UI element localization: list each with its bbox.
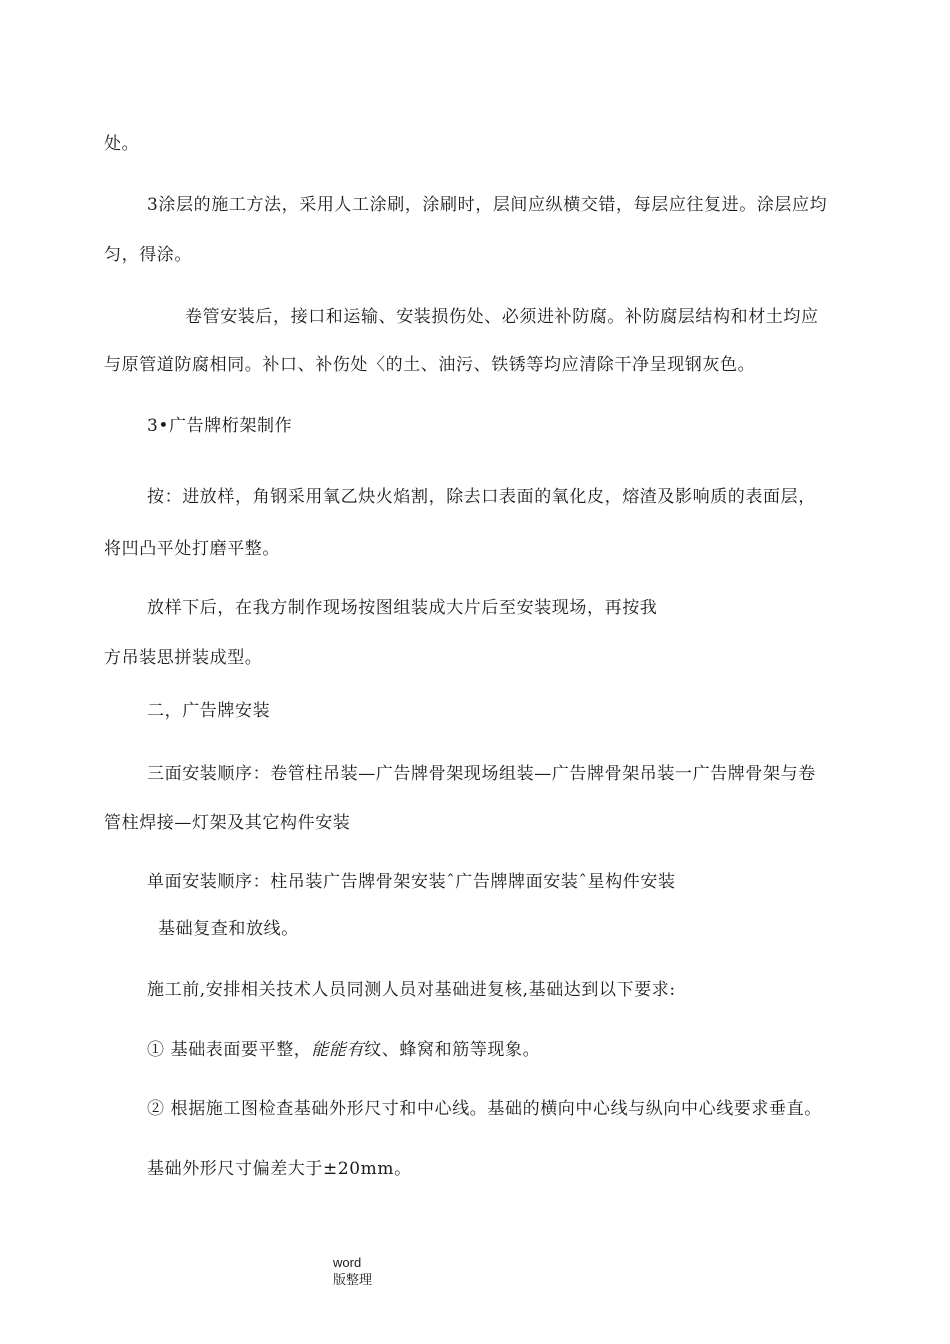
paragraph-line: 放样下后，在我方制作现场按图组装成大片后至安装现场，再按我 — [147, 598, 658, 618]
list-item-italic-text: 能能有 — [311, 1040, 365, 1060]
paragraph-line: 施工前,安排相关技术人员同测人员对基础进复核,基础达到以下要求: — [147, 980, 676, 1000]
section-heading: 二，广告牌安装 — [147, 701, 271, 721]
paragraph-line: 3涂层的施工方法，采用人工涂刷，涂刷时，层间应纵横交错，每层应往复进。涂层应均 — [147, 195, 828, 215]
paragraph-line: 管柱焊接—灯架及其它构件安装 — [104, 813, 351, 833]
list-item — [147, 1039, 540, 1061]
paragraph-line: 三面安装顺序：卷管柱吊装—广告牌骨架现场组装—广告牌骨架吊装一广告牌骨架与卷 — [147, 764, 816, 784]
list-item-text: 纹、蜂窝和筋等现象。 — [364, 1040, 541, 1060]
paragraph-line: 单面安装顺序：柱吊装广告牌骨架安装ˆ广告牌牌面安装ˆ星构件安装 — [147, 872, 676, 892]
paragraph-line: 方吊装思拼装成型。 — [104, 648, 263, 668]
paragraph-line: 基础复查和放线。 — [158, 919, 299, 939]
list-item: ② 根据施工图检查基础外形尺寸和中心线。基础的横向中心线与纵向中心线要求垂直。 — [147, 1099, 822, 1119]
paragraph-line: 处。 — [104, 134, 140, 154]
paragraph-line: 卷管安装后，接口和运输、安装损伤处、必须进补防腐。补防腐层结构和材土均应 — [185, 307, 819, 327]
paragraph-line: 匀，得涂。 — [104, 245, 192, 265]
footer-note: 版整理 — [333, 1272, 373, 1287]
list-item-text: ① 基础表面要平整， — [147, 1040, 312, 1060]
paragraph-line: 与原管道防腐相同。补口、补伤处〈的土、油污、铁锈等均应清除干净呈现钢灰色。 — [104, 355, 756, 375]
paragraph-line: 按：进放样，角钢采用氧乙炔火焰割，除去口表面的氧化皮，熔渣及影响质的表面层， — [147, 487, 816, 507]
section-heading: 3•广告牌桁架制作 — [147, 416, 293, 436]
footer-word: word — [333, 1255, 362, 1270]
paragraph-line: 将凹凸平处打磨平整。 — [104, 539, 280, 559]
paragraph-line: 基础外形尺寸偏差大于±20mm。 — [147, 1159, 412, 1179]
